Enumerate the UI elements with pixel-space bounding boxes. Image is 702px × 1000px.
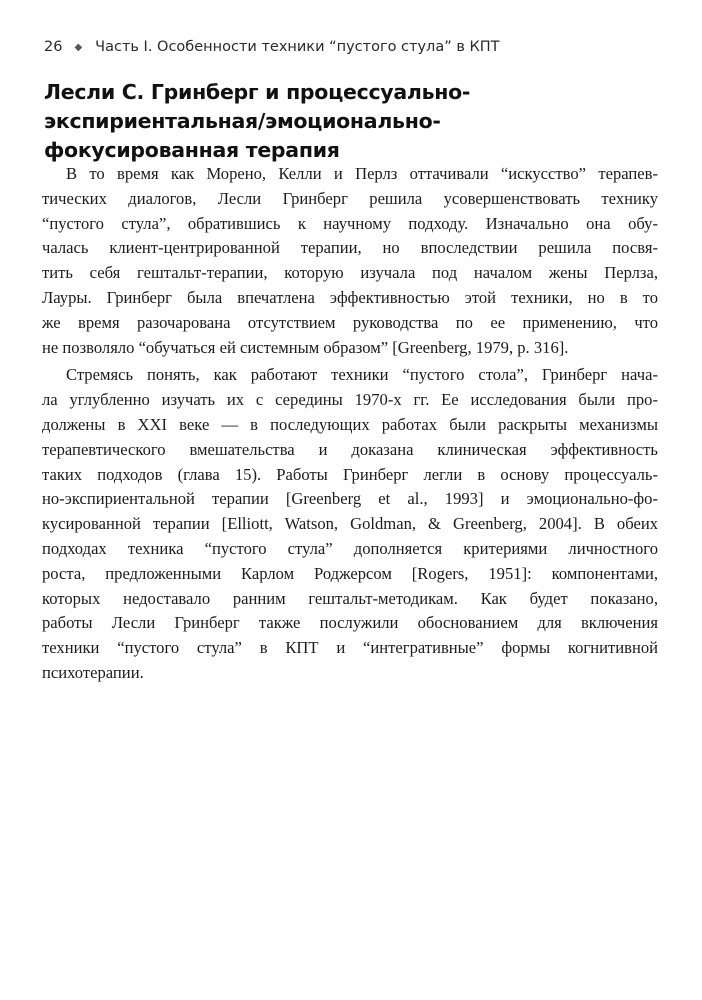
text-line: таких подходов (глава 15). Работы Гринберг легли в основу процессуаль- xyxy=(42,464,658,484)
diamond-bullet-icon: ◆ xyxy=(74,41,83,53)
text-line: роста, предложенными Карлом Роджерсом [Rogers, 1951]: компонентами, xyxy=(42,563,658,583)
paragraph xyxy=(42,162,658,360)
text-line: не позволяло “обучаться ей системным образом” [Greenberg, 1979, p. 316]. xyxy=(42,337,569,357)
section-title-line: фокусированная терапия xyxy=(44,138,340,162)
text-line: В то время как Морено, Келли и Перлз оттачивали “искусство” терапев- xyxy=(66,164,658,183)
text-line: должены в XXI веке — в последующих работах были раскрыты механизмы xyxy=(42,414,658,434)
section-title-line: экспириентальная/эмоционально- xyxy=(44,109,441,133)
running-title: Часть I. Особенности техники “пустого стула” в КПТ xyxy=(95,39,500,55)
body-text xyxy=(42,162,658,689)
text-line: же время разочарована отсутствием руководства по ее применению, что xyxy=(42,312,658,332)
section-title-line: Лесли С. Гринберг и процессуально- xyxy=(44,80,471,104)
text-line: ла углубленно изучать их с середины 1970-х гг. Ее исследования были про- xyxy=(42,390,658,410)
section-title xyxy=(44,78,664,165)
text-line: Лауры. Гринберг была впечатлена эффективностью этой техники, но в то xyxy=(42,287,658,307)
text-line: Стремясь понять, как работают техники “пустого стола”, Гринберг нача- xyxy=(66,365,658,385)
text-line: тить себя гештальт-терапии, которую изучала под началом жены Перлза, xyxy=(42,263,658,283)
text-line: подходах техника “пустого стула” дополняется критериями личностного xyxy=(42,538,658,558)
paragraph xyxy=(42,363,658,685)
text-line: терапевтического вмешательства и доказана клиническая эффективность xyxy=(42,439,658,459)
text-line: кусированной терапии [Elliott, Watson, Goldman, & Greenberg, 2004]. В обеих xyxy=(42,514,658,534)
text-line: техники “пустого стула” в КПТ и “интегративные” формы когнитивной xyxy=(42,638,658,658)
page-number: 26 xyxy=(44,39,63,55)
text-line: тических диалогов, Лесли Гринберг решила усовершенствовать технику xyxy=(42,188,658,208)
text-line: чалась клиент-центрированной терапии, но впоследствии решила посвя- xyxy=(42,238,658,258)
text-line: но-экспириентальной терапии [Greenberg et al., 1993] и эмоционально-фо- xyxy=(42,489,658,509)
text-line: психотерапии. xyxy=(42,662,144,682)
text-line: “пустого стула”, обратившись к научному подходу. Изначально она обу- xyxy=(42,213,658,233)
text-line: которых недоставало ранним гештальт-методикам. Как будет показано, xyxy=(42,588,658,608)
text-line: работы Лесли Гринберг также послужили обоснованием для включения xyxy=(42,613,658,633)
running-head xyxy=(44,36,662,58)
